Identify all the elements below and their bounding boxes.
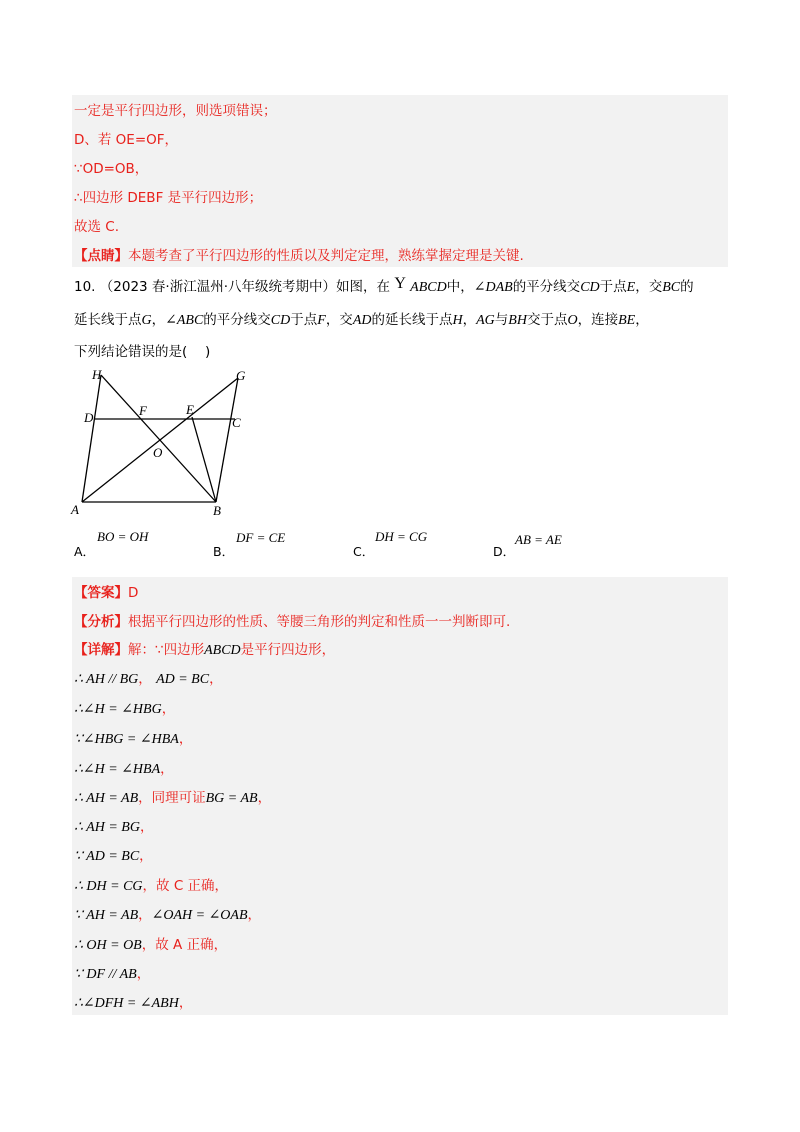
label-e: E	[186, 402, 194, 417]
label-f: F	[139, 403, 147, 418]
solution-line: 一定是平行四边形，则选项错误；	[74, 103, 277, 119]
math: ∵ AD = BC	[74, 849, 140, 864]
text: 的	[680, 279, 694, 295]
label-g: G	[236, 368, 246, 383]
parallelogram-symbol: Y	[394, 275, 406, 292]
step-sep: ，	[138, 671, 157, 687]
math: CD	[270, 313, 291, 328]
segment-ah	[82, 375, 101, 502]
math: H	[452, 313, 463, 328]
step-sep: ，	[178, 995, 193, 1011]
math: ∴ OH = OB	[74, 938, 142, 953]
top-solution-box	[72, 95, 728, 267]
step-sep: ，	[178, 731, 193, 747]
question-source: （2023 春·浙江温州·八年级统考期中）如图，在	[99, 279, 391, 295]
option-b-expr: DF = CE	[236, 530, 286, 545]
solution-line: ∵OD=OB，	[74, 161, 149, 177]
math: CD	[580, 280, 600, 295]
step-sep: ，	[209, 671, 223, 687]
option-a-letter: A．	[74, 544, 96, 559]
text: 交于点	[526, 312, 568, 328]
question-line-1	[74, 277, 694, 298]
note-line	[74, 247, 524, 265]
label-o: O	[153, 445, 163, 460]
label-c: C	[232, 415, 241, 430]
math: BG = AB	[205, 791, 258, 806]
text: ，交	[635, 279, 663, 295]
math: AD = BC	[156, 672, 210, 687]
option-c-letter: C．	[353, 544, 375, 559]
geometry-figure	[66, 362, 256, 522]
math: ∴ AH = AB	[74, 791, 139, 806]
step-line	[74, 847, 153, 866]
question-line-3: 下列结论错误的是( )	[74, 344, 211, 360]
math: BE	[618, 313, 636, 328]
step-line	[74, 936, 227, 955]
text: 的延长线于点	[371, 312, 453, 328]
text: ，	[635, 312, 649, 328]
text: 的平分线交	[203, 312, 271, 328]
step-line	[74, 670, 223, 689]
math: ABCD	[204, 643, 241, 658]
math: ∴ AH = BG	[74, 820, 140, 835]
text: ，	[462, 312, 477, 328]
detail-tag: 【详解】	[74, 642, 128, 658]
question-line-2	[74, 310, 649, 331]
step-sep: ，	[139, 819, 154, 835]
label-h: H	[92, 367, 102, 382]
text: 中，	[446, 279, 474, 295]
step-line	[74, 700, 175, 719]
text: 延长线于点	[74, 312, 142, 328]
step-sep: ，	[161, 701, 176, 717]
math: AG	[476, 313, 495, 328]
math: ∴∠H = ∠HBG	[74, 702, 162, 717]
segment-bh	[101, 375, 216, 502]
step-line	[74, 906, 261, 925]
step-sep: ，	[136, 966, 151, 982]
option-c-expr: DH = CG	[375, 529, 428, 544]
text: 于点	[290, 312, 318, 328]
option-b-letter: B．	[213, 544, 235, 559]
label-d: D	[84, 410, 94, 425]
step-line	[74, 965, 150, 984]
text: ，	[151, 312, 166, 328]
math: BH	[508, 313, 527, 328]
step-sep: ，	[139, 848, 153, 864]
math: G	[141, 313, 152, 328]
answer-value: D	[128, 585, 139, 601]
math: ∵ DF // AB	[74, 967, 137, 982]
text: 与	[494, 312, 509, 328]
detail-line	[74, 641, 335, 660]
step-text: ，故 C 正确，	[142, 878, 229, 894]
segment-bg	[216, 378, 238, 502]
step-line	[74, 760, 174, 779]
step-sep: ，	[247, 907, 262, 923]
analysis-tag: 【分析】	[74, 614, 128, 630]
option-a-expr: BO = OH	[97, 529, 149, 544]
step-sep: ，	[138, 907, 152, 923]
detail-text: 是平行四边形，	[240, 642, 336, 658]
solution-line: ∴四边形 DEBF 是平行四边形；	[74, 190, 263, 206]
math: ∠OAH = ∠OAB	[151, 908, 248, 923]
step-line	[74, 877, 228, 896]
math: F	[317, 313, 326, 328]
step-sep: ，	[160, 761, 174, 777]
step-text: ，故 A 正确，	[141, 937, 228, 953]
step-line	[74, 818, 153, 837]
step-line	[74, 730, 192, 749]
text: 于点	[599, 279, 627, 295]
question-number: 10.	[74, 279, 96, 295]
step-sep: ，	[257, 790, 272, 806]
note-text: 本题考查了平行四边形的性质以及判定定理，熟练掌握定理是关键.	[128, 248, 524, 264]
text: 的平分线交	[512, 279, 581, 295]
math: ∠ABC	[165, 313, 204, 328]
answer-tag: 【答案】	[74, 585, 128, 601]
math: ∠DAB	[473, 280, 513, 295]
math: AD	[352, 313, 372, 328]
label-a: A	[71, 502, 79, 517]
math: ∵∠HBG = ∠HBA	[74, 732, 179, 747]
note-tag: 【点睛】	[74, 248, 128, 264]
math: BC	[662, 280, 681, 295]
math: ∵ AH = AB	[74, 908, 139, 923]
analysis-text: 根据平行四边形的性质、等腰三角形的判定和性质一一判断即可.	[128, 614, 511, 630]
label-b: B	[213, 503, 221, 518]
step-line	[74, 789, 271, 808]
solution-line: 故选 C.	[74, 219, 120, 235]
text: ，交	[325, 312, 353, 328]
option-d-letter: D．	[493, 544, 516, 559]
math: O	[567, 313, 578, 328]
math: ∴∠DFH = ∠ABH	[74, 996, 179, 1011]
step-text: ，同理可证	[138, 790, 206, 806]
solution-line: D、若 OE=OF，	[74, 132, 179, 148]
detail-text: 解：∵四边形	[128, 642, 205, 658]
math: ∴ DH = CG	[74, 879, 143, 894]
option-d-expr: AB = AE	[515, 532, 562, 547]
math: E	[626, 280, 636, 295]
step-line	[74, 994, 192, 1013]
text: ，连接	[577, 312, 619, 328]
math: ABCD	[410, 280, 447, 295]
math: ∴ AH // BG	[74, 672, 139, 687]
math: ∴∠H = ∠HBA	[74, 762, 161, 777]
analysis-line	[74, 613, 510, 631]
answer-line	[74, 584, 138, 602]
